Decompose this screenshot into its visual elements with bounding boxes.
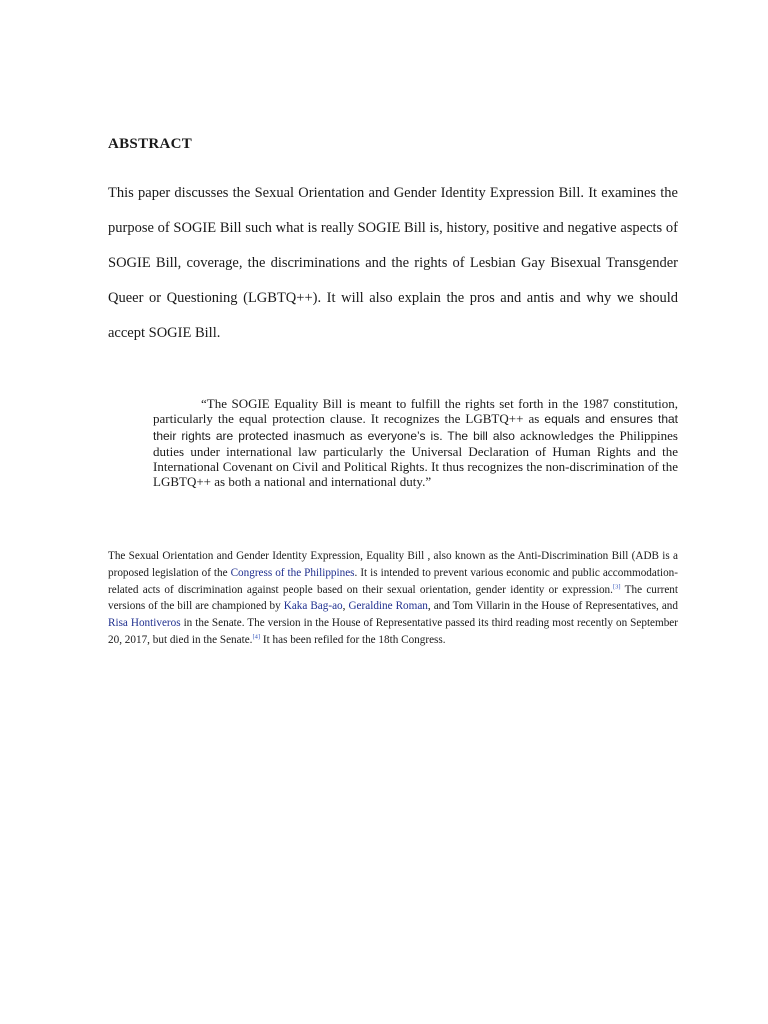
wiki-text: in the Senate. The version in the House of Representative passed its third reading most recently on September 20, 2017, but died in the Senate. bbox=[108, 617, 679, 646]
wiki-text: The current versions of the bill are championed by bbox=[108, 583, 678, 613]
wiki-text: It has been refiled for the 18th Congress. bbox=[260, 633, 446, 646]
link-congress-of-the-philippines[interactable]: Congress of the Philippines bbox=[230, 566, 355, 579]
quote-block bbox=[153, 396, 678, 490]
wiki-text: , and Tom Villarin in the House of Representatives, and bbox=[427, 600, 678, 613]
link-risa-hontiveros[interactable]: Risa Hontiveros bbox=[108, 617, 181, 630]
abstract-body: This paper discusses the Sexual Orientation and Gender Identity Expression Bill. It examines the purpose of SOGIE Bill such what is really SOGIE Bill is, history, positive and negative aspects of SOGIE Bill, coverage, the discriminations and the rights of Lesbian Gay Bisexual Transgender Queer or Questioning (LGBTQ++). It will also explain the pros and antis and why we should accept SOGIE Bill. bbox=[108, 185, 678, 341]
quote-text-3: acknowledges the Philippines duties under international law particularly the Universal Declaration of Human Rights and the International Covenant on Civil and Political Rights. It thus recognizes the non-discrimination of the LGBTQ++ as both a national and international duty.” bbox=[153, 427, 678, 490]
wiki-text: , bbox=[342, 600, 349, 613]
link-kaka-bag-ao[interactable]: Kaka Bag-ao bbox=[283, 600, 343, 613]
citation-link[interactable]: [4] bbox=[252, 633, 261, 641]
link-geraldine-roman[interactable]: Geraldine Roman bbox=[348, 600, 428, 613]
abstract-heading: ABSTRACT bbox=[108, 136, 193, 152]
wiki-text: The Sexual Orientation and Gender Identity Expression, Equality Bill , also known as the Anti-Discrimination Bill (ADB is a proposed legislation of the bbox=[108, 550, 678, 579]
quote-text-2: equals and ensures that their rights are protected inasmuch as everyone’s is. The bill also bbox=[153, 412, 679, 443]
wiki-text: . It is intended to prevent various economic and public accommodation-related acts of discrimination against people based on their sexual orientation, gender identity or expression. bbox=[108, 566, 678, 596]
wiki-paragraph bbox=[108, 548, 678, 649]
citation-link[interactable]: [3] bbox=[612, 582, 621, 590]
quote-text-1: “The SOGIE Equality Bill is meant to fulfill the rights set forth in the 1987 constitution, particularly the equal protection clause. It recognizes the LGBTQ++ as bbox=[153, 396, 678, 427]
